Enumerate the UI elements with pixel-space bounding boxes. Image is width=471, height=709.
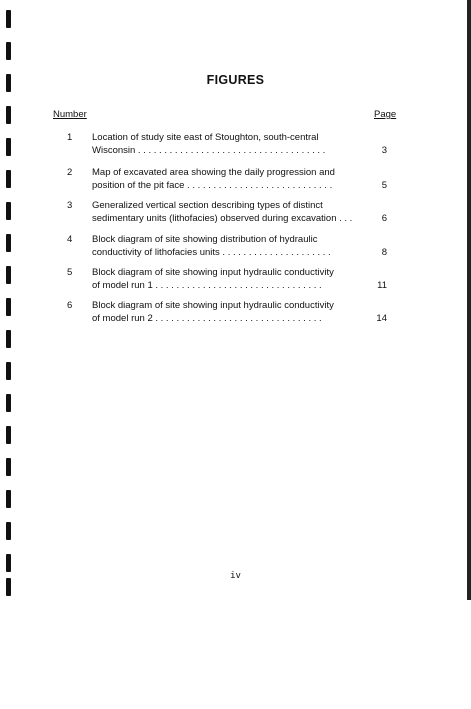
- binding-mark: [6, 42, 11, 60]
- figure-number: 4: [67, 234, 73, 245]
- figure-page-number: 11: [377, 280, 387, 291]
- figure-caption-line2: Wisconsin . . . . . . . . . . . . . . . . . . . . . . . . . . . . . . . . . . . .: [92, 145, 326, 156]
- binding-mark: [6, 426, 11, 444]
- binding-mark: [6, 266, 11, 284]
- binding-mark: [6, 234, 11, 252]
- figure-caption-line1: Generalized vertical section describing types of distinct: [92, 200, 323, 211]
- figure-number: 3: [67, 200, 73, 211]
- binding-mark: [6, 490, 11, 508]
- binding-mark: [6, 202, 11, 220]
- binding-mark: [6, 106, 11, 124]
- figure-number: 2: [67, 167, 73, 178]
- binding-mark: [6, 458, 11, 476]
- binding-mark: [6, 394, 11, 412]
- page-folio: iv: [230, 571, 241, 581]
- binding-mark: [6, 522, 11, 540]
- column-header-page: Page: [374, 109, 397, 120]
- figure-caption-line1: Block diagram of site showing input hydraulic conductivity: [92, 267, 334, 278]
- page-title: FIGURES: [206, 73, 265, 87]
- figure-caption-line1: Block diagram of site showing input hydraulic conductivity: [92, 300, 334, 311]
- figure-caption-line2: of model run 1 . . . . . . . . . . . . . . . . . . . . . . . . . . . . . . . .: [92, 280, 322, 291]
- figure-caption-line1: Location of study site east of Stoughton, south-central: [92, 132, 319, 143]
- binding-mark: [6, 362, 11, 380]
- binding-mark: [6, 554, 11, 572]
- figure-page-number: 6: [381, 213, 387, 224]
- binding-mark: [6, 330, 11, 348]
- figure-caption-line2: position of the pit face . . . . . . . . . . . . . . . . . . . . . . . . . . . .: [92, 180, 333, 191]
- binding-mark: [6, 298, 11, 316]
- figure-page-number: 14: [376, 313, 387, 324]
- binding-mark: [6, 170, 11, 188]
- figure-caption-line2: of model run 2 . . . . . . . . . . . . . . . . . . . . . . . . . . . . . . . .: [92, 313, 322, 324]
- figure-caption-line2: conductivity of lithofacies units . . . . . . . . . . . . . . . . . . . . .: [92, 247, 331, 258]
- binding-mark: [6, 10, 11, 28]
- figure-page-number: 5: [381, 180, 387, 191]
- figure-number: 1: [67, 132, 73, 143]
- figure-number: 6: [67, 300, 73, 311]
- binding-mark: [6, 138, 11, 156]
- figure-page-number: 3: [381, 145, 387, 156]
- column-header-number: Number: [53, 109, 87, 120]
- figure-caption-line2: sedimentary units (lithofacies) observed during excavation . . .: [92, 213, 353, 224]
- figure-caption-line1: Block diagram of site showing distribution of hydraulic: [92, 234, 318, 245]
- figure-number: 5: [67, 267, 73, 278]
- figure-page-number: 8: [381, 247, 387, 258]
- figure-caption-line1: Map of excavated area showing the daily progression and: [92, 167, 335, 178]
